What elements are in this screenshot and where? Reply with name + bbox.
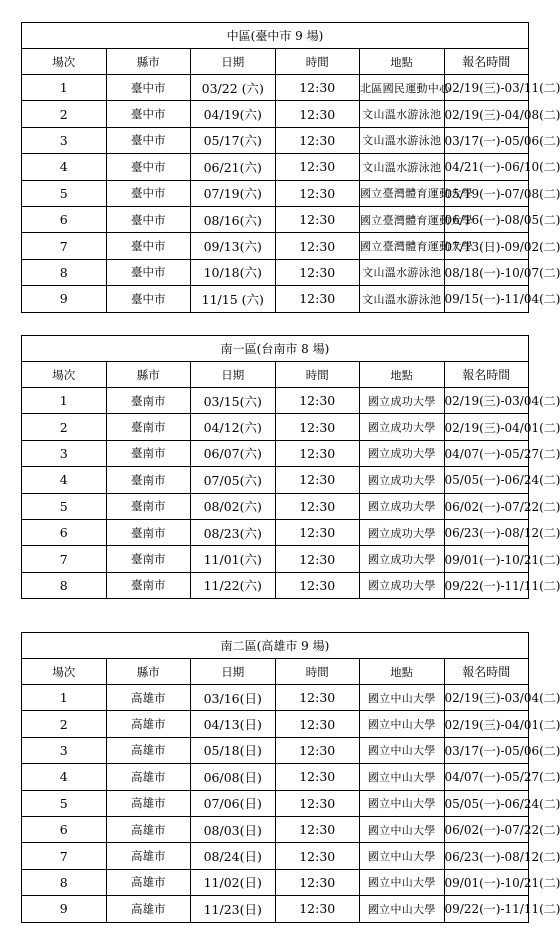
cell-session: 6 [22, 816, 107, 842]
cell-date: 03/22 (六) [191, 75, 276, 101]
cell-city: 臺中市 [106, 233, 191, 259]
cell-time: 12:30 [275, 440, 360, 466]
cell-time: 12:30 [275, 546, 360, 572]
header-session: 場次 [22, 49, 107, 75]
table-title: 南一區(台南市 8 場) [22, 336, 529, 362]
cell-city: 高雄市 [106, 685, 191, 711]
table-row [22, 440, 529, 466]
header-registration: 報名時間 [444, 49, 529, 75]
table-row [22, 572, 529, 598]
cell-city: 臺中市 [106, 180, 191, 206]
header-location: 地點 [360, 362, 445, 388]
header-registration: 報名時間 [444, 659, 529, 685]
header-session: 場次 [22, 362, 107, 388]
cell-date: 03/15(六) [191, 388, 276, 414]
cell-location: 國立臺灣體育運動大學 [360, 180, 445, 206]
cell-time: 12:30 [275, 764, 360, 790]
cell-date: 09/13(六) [191, 233, 276, 259]
cell-location: 國立成功大學 [360, 572, 445, 598]
table-title: 中區(臺中市 9 場) [22, 23, 529, 49]
cell-location: 文山溫水游泳池 [360, 286, 445, 312]
cell-city: 臺南市 [106, 546, 191, 572]
schedule-table-south-2 [21, 632, 560, 923]
cell-date: 05/18(日) [191, 737, 276, 763]
cell-time: 12:30 [275, 101, 360, 127]
cell-date: 07/06(日) [191, 790, 276, 816]
cell-city: 臺中市 [106, 154, 191, 180]
cell-location: 國立中山大學 [360, 843, 445, 869]
cell-session: 8 [22, 259, 107, 285]
cell-registration: 07/13(日)-09/02(二) [444, 233, 529, 259]
cell-city: 臺中市 [106, 75, 191, 101]
cell-date: 07/19(六) [191, 180, 276, 206]
cell-city: 臺南市 [106, 388, 191, 414]
cell-date: 08/16(六) [191, 206, 276, 232]
cell-session: 1 [22, 685, 107, 711]
cell-time: 12:30 [275, 414, 360, 440]
cell-location: 文山溫水游泳池 [360, 127, 445, 153]
cell-location: 文山溫水游泳池 [360, 154, 445, 180]
schedule-table-south-1 [21, 335, 560, 599]
cell-date: 11/02(日) [191, 869, 276, 895]
cell-time: 12:30 [275, 790, 360, 816]
cell-registration: 06/02(一)-07/22(二) [444, 493, 529, 519]
cell-time: 12:30 [275, 685, 360, 711]
cell-location: 國立成功大學 [360, 440, 445, 466]
cell-time: 12:30 [275, 572, 360, 598]
cell-registration: 08/18(一)-10/07(二) [444, 259, 529, 285]
header-date: 日期 [191, 362, 276, 388]
table-row [22, 127, 529, 153]
cell-location: 國立中山大學 [360, 790, 445, 816]
cell-city: 臺南市 [106, 467, 191, 493]
cell-city: 臺南市 [106, 493, 191, 519]
cell-date: 04/13(日) [191, 711, 276, 737]
cell-city: 臺南市 [106, 519, 191, 545]
header-date: 日期 [191, 659, 276, 685]
cell-registration: 02/19(三)-03/04(二) [444, 685, 529, 711]
cell-time: 12:30 [275, 180, 360, 206]
cell-location: 國立成功大學 [360, 467, 445, 493]
table-row [22, 546, 529, 572]
cell-session: 8 [22, 572, 107, 598]
cell-city: 高雄市 [106, 711, 191, 737]
cell-registration: 02/19(三)-04/08(二) [444, 101, 529, 127]
cell-registration: 04/21(一)-06/10(二) [444, 154, 529, 180]
cell-city: 臺南市 [106, 572, 191, 598]
cell-session: 2 [22, 711, 107, 737]
cell-registration: 09/01(一)-10/21(二) [444, 869, 529, 895]
cell-city: 臺南市 [106, 440, 191, 466]
cell-date: 04/12(六) [191, 414, 276, 440]
cell-session: 7 [22, 546, 107, 572]
cell-location: 文山溫水游泳池 [360, 259, 445, 285]
cell-time: 12:30 [275, 869, 360, 895]
cell-session: 7 [22, 843, 107, 869]
cell-time: 12:30 [275, 493, 360, 519]
header-location: 地點 [360, 659, 445, 685]
cell-registration: 02/19(三)-04/01(二) [444, 711, 529, 737]
cell-city: 高雄市 [106, 816, 191, 842]
cell-date: 08/24(日) [191, 843, 276, 869]
table-title: 南二區(高雄市 9 場) [22, 633, 529, 659]
cell-date: 11/23(日) [191, 896, 276, 922]
cell-time: 12:30 [275, 127, 360, 153]
header-city: 縣市 [106, 49, 191, 75]
table-row [22, 154, 529, 180]
cell-location: 國立中山大學 [360, 816, 445, 842]
cell-city: 臺中市 [106, 206, 191, 232]
cell-time: 12:30 [275, 896, 360, 922]
cell-session: 2 [22, 414, 107, 440]
cell-city: 臺中市 [106, 127, 191, 153]
cell-registration: 05/05(一)-06/24(二) [444, 790, 529, 816]
cell-location: 國立中山大學 [360, 869, 445, 895]
cell-session: 9 [22, 286, 107, 312]
cell-time: 12:30 [275, 154, 360, 180]
cell-session: 1 [22, 75, 107, 101]
cell-location: 北區國民運動中心 [360, 75, 445, 101]
cell-location: 國立成功大學 [360, 414, 445, 440]
table-row [22, 75, 529, 101]
cell-session: 7 [22, 233, 107, 259]
cell-date: 11/01(六) [191, 546, 276, 572]
cell-session: 4 [22, 764, 107, 790]
cell-time: 12:30 [275, 286, 360, 312]
cell-session: 1 [22, 388, 107, 414]
cell-location: 國立成功大學 [360, 493, 445, 519]
cell-time: 12:30 [275, 233, 360, 259]
cell-registration: 06/23(一)-08/12(二) [444, 519, 529, 545]
cell-city: 高雄市 [106, 896, 191, 922]
cell-registration: 03/17(一)-05/06(二) [444, 737, 529, 763]
table-row [22, 869, 529, 895]
cell-registration: 05/05(一)-06/24(二) [444, 467, 529, 493]
table-row [22, 493, 529, 519]
header-location: 地點 [360, 49, 445, 75]
cell-city: 高雄市 [106, 790, 191, 816]
cell-time: 12:30 [275, 711, 360, 737]
cell-date: 05/17(六) [191, 127, 276, 153]
header-time: 時間 [275, 659, 360, 685]
header-time: 時間 [275, 49, 360, 75]
table-row [22, 519, 529, 545]
cell-city: 臺中市 [106, 259, 191, 285]
cell-time: 12:30 [275, 259, 360, 285]
table-row [22, 467, 529, 493]
cell-time: 12:30 [275, 843, 360, 869]
cell-date: 11/15 (六) [191, 286, 276, 312]
cell-date: 08/03(日) [191, 816, 276, 842]
cell-registration: 02/19(三)-04/01(二) [444, 414, 529, 440]
cell-date: 06/21(六) [191, 154, 276, 180]
header-date: 日期 [191, 49, 276, 75]
table-row [22, 286, 529, 312]
cell-session: 5 [22, 493, 107, 519]
cell-date: 07/05(六) [191, 467, 276, 493]
header-city: 縣市 [106, 362, 191, 388]
cell-date: 06/08(日) [191, 764, 276, 790]
cell-registration: 04/07(一)-05/27(二) [444, 440, 529, 466]
cell-location: 國立中山大學 [360, 685, 445, 711]
cell-session: 3 [22, 127, 107, 153]
table-row [22, 206, 529, 232]
table-row [22, 259, 529, 285]
cell-session: 6 [22, 206, 107, 232]
cell-time: 12:30 [275, 388, 360, 414]
cell-registration: 06/02(一)-07/22(二) [444, 816, 529, 842]
cell-registration: 06/16(一)-08/05(二) [444, 206, 529, 232]
cell-session: 6 [22, 519, 107, 545]
cell-city: 臺中市 [106, 286, 191, 312]
cell-location: 國立臺灣體育運動大學 [360, 233, 445, 259]
cell-location: 國立臺灣體育運動大學 [360, 206, 445, 232]
cell-session: 4 [22, 467, 107, 493]
table-row [22, 790, 529, 816]
header-session: 場次 [22, 659, 107, 685]
table-row [22, 180, 529, 206]
table-row [22, 764, 529, 790]
cell-session: 5 [22, 180, 107, 206]
cell-date: 08/02(六) [191, 493, 276, 519]
header-time: 時間 [275, 362, 360, 388]
table-row [22, 843, 529, 869]
table-row [22, 233, 529, 259]
cell-city: 高雄市 [106, 764, 191, 790]
cell-location: 國立中山大學 [360, 764, 445, 790]
header-registration: 報名時間 [444, 362, 529, 388]
cell-date: 06/07(六) [191, 440, 276, 466]
table-row [22, 816, 529, 842]
cell-session: 5 [22, 790, 107, 816]
cell-location: 國立成功大學 [360, 519, 445, 545]
cell-date: 10/18(六) [191, 259, 276, 285]
cell-location: 國立中山大學 [360, 711, 445, 737]
cell-session: 2 [22, 101, 107, 127]
cell-date: 03/16(日) [191, 685, 276, 711]
cell-time: 12:30 [275, 206, 360, 232]
cell-time: 12:30 [275, 519, 360, 545]
cell-time: 12:30 [275, 75, 360, 101]
cell-registration: 02/19(三)-03/04(二) [444, 388, 529, 414]
cell-registration: 09/01(一)-10/21(二) [444, 546, 529, 572]
table-row [22, 414, 529, 440]
cell-location: 國立成功大學 [360, 388, 445, 414]
cell-registration: 06/23(一)-08/12(二) [444, 843, 529, 869]
cell-session: 4 [22, 154, 107, 180]
cell-location: 國立中山大學 [360, 737, 445, 763]
cell-city: 高雄市 [106, 843, 191, 869]
schedule-table-central [21, 22, 560, 313]
cell-registration: 04/07(一)-05/27(二) [444, 764, 529, 790]
cell-registration: 03/17(一)-05/06(二) [444, 127, 529, 153]
cell-location: 文山溫水游泳池 [360, 101, 445, 127]
cell-time: 12:30 [275, 816, 360, 842]
cell-registration: 02/19(三)-03/11(二) [444, 75, 529, 101]
header-city: 縣市 [106, 659, 191, 685]
cell-registration: 05/19(一)-07/08(二) [444, 180, 529, 206]
table-row [22, 711, 529, 737]
cell-time: 12:30 [275, 737, 360, 763]
cell-session: 8 [22, 869, 107, 895]
table-row [22, 737, 529, 763]
cell-session: 3 [22, 440, 107, 466]
cell-city: 臺南市 [106, 414, 191, 440]
cell-date: 04/19(六) [191, 101, 276, 127]
cell-city: 高雄市 [106, 737, 191, 763]
table-row [22, 388, 529, 414]
cell-registration: 09/15(一)-11/04(二) [444, 286, 529, 312]
cell-session: 3 [22, 737, 107, 763]
table-row [22, 685, 529, 711]
cell-time: 12:30 [275, 467, 360, 493]
cell-date: 11/22(六) [191, 572, 276, 598]
cell-location: 國立成功大學 [360, 546, 445, 572]
cell-city: 臺中市 [106, 101, 191, 127]
table-row [22, 101, 529, 127]
cell-city: 高雄市 [106, 869, 191, 895]
cell-location: 國立中山大學 [360, 896, 445, 922]
cell-registration: 09/22(一)-11/11(二) [444, 896, 529, 922]
cell-date: 08/23(六) [191, 519, 276, 545]
cell-session: 9 [22, 896, 107, 922]
table-row [22, 896, 529, 922]
cell-registration: 09/22(一)-11/11(二) [444, 572, 529, 598]
